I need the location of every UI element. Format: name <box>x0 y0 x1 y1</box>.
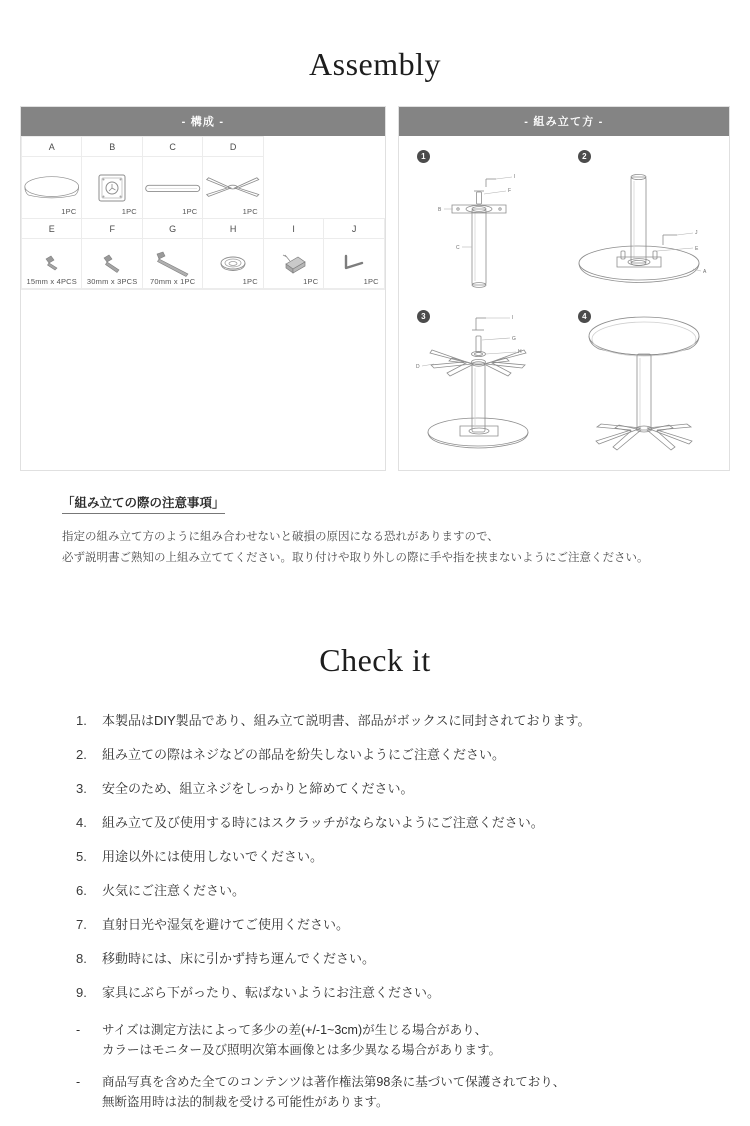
steps-panel-header: - 組み立て方 - <box>399 107 729 136</box>
list-item-number: 1. <box>76 712 87 728</box>
list-item <box>76 782 688 795</box>
part-label-j: J <box>324 219 384 239</box>
list-item-text: 直射日光や湿気を避けてご使用ください。 <box>102 916 350 932</box>
part-qty-j: 1PC <box>363 277 379 286</box>
note-dash: - <box>76 1075 81 1090</box>
note-text <box>102 1072 710 1113</box>
step-3-callout-D: D <box>415 364 420 370</box>
step-badge-1: 1 <box>417 150 430 163</box>
list-item-text: 組み立て及び使用する時にはスクラッチがならないようにご注意ください。 <box>102 814 544 830</box>
list-item <box>76 1020 710 1061</box>
step-3-callout-G: G <box>511 336 516 342</box>
step-3-diagram <box>406 306 561 458</box>
part-qty-d: 1PC <box>242 207 258 216</box>
list-item-text: 家具にぶら下がったり、転ばないようにお注意ください。 <box>102 984 441 1000</box>
part-cell-h <box>203 239 263 289</box>
step-badge-3: 3 <box>417 310 430 323</box>
parts-panel <box>20 106 386 471</box>
step-1-diagram <box>408 147 558 297</box>
step-2-callout-J: J <box>694 230 698 236</box>
part-label-f: F <box>82 219 142 239</box>
part-cell-g <box>142 239 202 289</box>
list-item <box>76 986 688 999</box>
cross-base-icon <box>203 164 262 212</box>
list-item <box>76 952 688 965</box>
step-3-callout-H: H <box>517 349 522 355</box>
mounting-plate-icon <box>82 164 141 212</box>
list-item-text: 組み立ての際はネジなどの部品を紛失しないようにご注意ください。 <box>102 746 506 762</box>
step-2-callout-E: E <box>694 246 699 252</box>
assembly-step-4 <box>564 302 725 462</box>
part-cell-c <box>142 157 202 219</box>
step-2-diagram <box>567 147 722 297</box>
part-cell-a <box>22 157 82 219</box>
list-item-text: 安全のため、組立ネジをしっかりと締めてください。 <box>102 780 414 796</box>
list-item <box>76 884 688 897</box>
assembly-panels <box>20 106 730 471</box>
part-qty-b: 1PC <box>121 207 137 216</box>
step-2-callout-A: A <box>702 269 707 275</box>
table-row <box>22 157 385 219</box>
page-title-assembly: Assembly <box>309 46 441 82</box>
short-screw-icon <box>22 247 81 281</box>
list-item-number: 3. <box>76 780 87 796</box>
caution-line-1: 指定の組み立て方のように組み合わせないと破損の原因になる恐れがありますので、 <box>62 531 499 543</box>
list-item <box>76 918 688 931</box>
parts-table <box>21 136 385 289</box>
part-qty-f: 30mm x 3PCS <box>86 277 138 286</box>
checkit-list <box>0 714 750 999</box>
list-item-number: 5. <box>76 848 87 864</box>
assembly-step-2 <box>564 142 725 302</box>
list-item <box>76 850 688 863</box>
assembly-step-3 <box>403 302 564 462</box>
list-item <box>76 748 688 761</box>
part-label-e: E <box>22 219 82 239</box>
list-item <box>76 816 688 829</box>
list-item-number: 4. <box>76 814 87 830</box>
step-4-diagram <box>569 306 719 458</box>
list-item <box>76 714 688 727</box>
column-pole-icon <box>143 164 202 212</box>
part-label-c: C <box>142 137 202 157</box>
caution-block <box>62 493 688 570</box>
table-row <box>22 239 385 289</box>
step-1-callout-B: B <box>438 207 442 213</box>
list-item-text: 火気にご注意ください。 <box>102 882 246 898</box>
part-cell-j <box>324 239 384 289</box>
part-cell-d <box>203 157 263 219</box>
parts-panel-header: - 構成 - <box>21 107 385 136</box>
checkit-section <box>0 641 750 1113</box>
disclaimer-notes <box>0 1020 750 1113</box>
part-cell-f <box>82 239 142 289</box>
list-item-text: 本製品はDIY製品であり、組み立て説明書、部品がボックスに同封されております。 <box>102 712 591 728</box>
step-1-callout-I: I <box>514 174 516 180</box>
list-item-number: 7. <box>76 916 87 932</box>
list-item-number: 9. <box>76 984 87 1000</box>
part-label-h: H <box>203 219 263 239</box>
part-cell-e <box>22 239 82 289</box>
list-item-text: 移動時には、床に引かず持ち運んでください。 <box>102 950 376 966</box>
steps-panel <box>398 106 730 471</box>
caution-line-2: 必ず説明書ご熟知の上組み立ててください。取り付けや取り外しの際に手や指を挟まないようにご注意ください。 <box>62 552 649 565</box>
note-dash: - <box>76 1022 81 1037</box>
note-text <box>102 1020 710 1061</box>
step-1-callout-C: C <box>456 245 460 251</box>
step-badge-4: 4 <box>578 310 591 323</box>
part-cell-i <box>263 239 323 289</box>
part-label-i: I <box>263 219 323 239</box>
list-item <box>76 1072 710 1113</box>
tabletop-ellipse-icon <box>22 164 81 212</box>
step-3-callout-I: I <box>511 315 514 321</box>
part-label-d: D <box>203 137 263 157</box>
bracket-clamp-icon <box>264 247 323 281</box>
assembly-step-1 <box>403 142 564 302</box>
note-line-2: 無断盗用時は法的制裁を受ける可能性があります。 <box>102 1095 389 1110</box>
part-qty-g: 70mm x 1PC <box>149 277 196 286</box>
washer-icon <box>203 247 262 281</box>
page-title-checkit: Check it <box>319 641 431 678</box>
part-qty-a: 1PC <box>61 207 77 216</box>
parts-panel-blank-area <box>21 289 385 439</box>
table-row <box>22 137 385 157</box>
medium-screw-icon <box>82 247 141 281</box>
part-cell-b <box>82 157 142 219</box>
part-qty-c: 1PC <box>182 207 198 216</box>
part-label-a: A <box>22 137 82 157</box>
step-badge-2: 2 <box>578 150 591 163</box>
long-bolt-icon <box>143 247 202 281</box>
hex-key-icon <box>324 247 383 281</box>
part-qty-i: 1PC <box>303 277 319 286</box>
list-item-number: 6. <box>76 882 87 898</box>
part-qty-h: 1PC <box>242 277 258 286</box>
list-item-number: 8. <box>76 950 87 966</box>
part-qty-e: 15mm x 4PCS <box>26 277 78 286</box>
table-row <box>22 219 385 239</box>
list-item-text: 用途以外には使用しないでください。 <box>102 848 324 864</box>
step-1-callout-F: F <box>508 188 512 194</box>
note-line-1: サイズは測定方法によって多少の差(+/-1~3cm)が生じる場合があり、 <box>102 1022 488 1037</box>
list-item-number: 2. <box>76 746 87 762</box>
note-line-2: カラーはモニター及び照明次第本画像とは多少異なる場合があります。 <box>102 1042 502 1057</box>
part-label-g: G <box>142 219 202 239</box>
note-line-1: 商品写真を含めた全てのコンテンツは著作権法第98条に基づいて保護されており、 <box>102 1075 566 1090</box>
caution-title: 「組み立ての際の注意事項」 <box>62 493 225 514</box>
part-label-b: B <box>82 137 142 157</box>
assembly-steps-grid <box>399 136 729 470</box>
